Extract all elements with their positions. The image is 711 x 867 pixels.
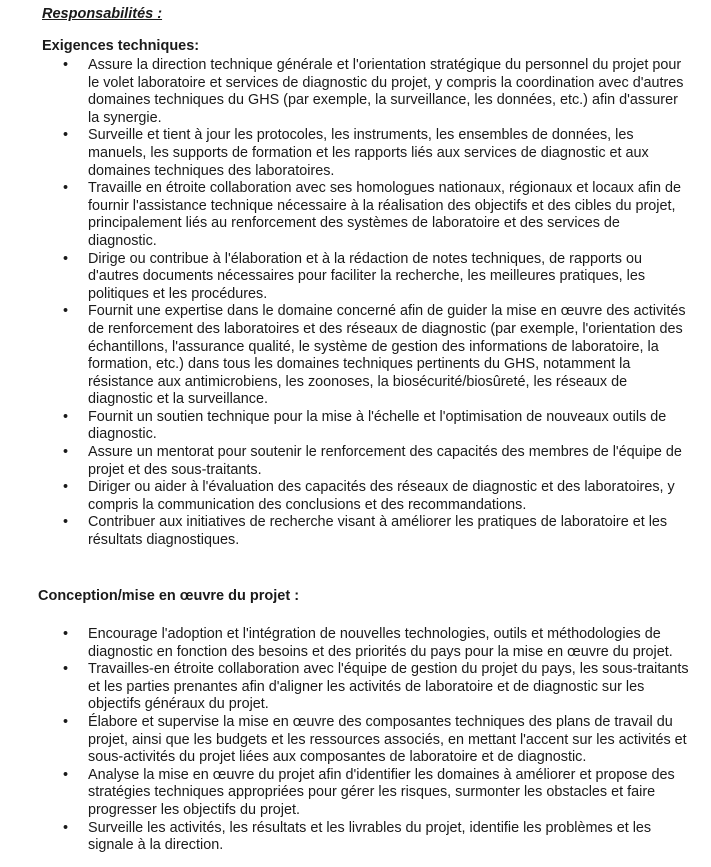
bullet-icon: • bbox=[63, 713, 69, 730]
bullet-icon: • bbox=[63, 766, 69, 783]
list-item bbox=[60, 626, 692, 661]
list-item bbox=[60, 251, 692, 304]
bullet-icon: • bbox=[63, 57, 69, 73]
technical-requirements-list bbox=[60, 57, 692, 550]
list-item bbox=[60, 409, 692, 444]
list-item bbox=[60, 820, 692, 855]
list-item bbox=[60, 444, 692, 479]
bullet-icon: • bbox=[63, 661, 69, 678]
bullet-icon: • bbox=[63, 514, 69, 531]
list-item-text: Travailles-en étroite collaboration avec l'équipe de gestion du projet du pays, les sous-traitants et les parties prenantes afin d'aligner les activités de laboratoire et de diagnostic sur les objectifs généraux du projet. bbox=[88, 661, 689, 713]
list-item bbox=[60, 479, 692, 514]
list-item bbox=[60, 714, 692, 767]
bullet-icon: • bbox=[63, 127, 69, 144]
list-item bbox=[60, 303, 692, 409]
list-item-text: Diriger ou aider à l'évaluation des capacités des réseaux de diagnostic et des laboratoires, y compris la communication des conclusions et des recommandations. bbox=[88, 479, 675, 513]
bullet-icon: • bbox=[63, 626, 69, 642]
list-item bbox=[60, 514, 692, 549]
list-item bbox=[60, 767, 692, 820]
bullet-icon: • bbox=[63, 444, 69, 461]
list-item-text: Dirige ou contribue à l'élaboration et à la rédaction de notes techniques, de rapports ou d'autres documents nécessaires pour faciliter la recherche, les meilleures pratiques, les politiques et les procédures. bbox=[88, 250, 646, 302]
list-item-text: Fournit un soutien technique pour la mise à l'échelle et l'optimisation de nouveaux outils de diagnostic. bbox=[88, 408, 667, 443]
section-heading-technical-requirements: Exigences techniques: bbox=[42, 38, 200, 54]
list-item-text: Surveille et tient à jour les protocoles, les instruments, les ensembles de données, les manuels, les supports de formation et les rapports liés aux services de diagnostic et aux domaines techniques des laboratoires. bbox=[88, 127, 649, 179]
list-item bbox=[60, 57, 692, 127]
list-item-text: Élabore et supervise la mise en œuvre des composantes techniques des plans de travail du projet, ainsi que les budgets et les ressources associés, en mettant l'accent sur les activités et sous-activités du projet liées aux composantes de laboratoire et de diagnostic. bbox=[88, 713, 687, 766]
bullet-icon: • bbox=[63, 180, 69, 197]
list-item bbox=[60, 661, 692, 714]
list-item-text: Analyse la mise en œuvre du projet afin d'identifier les domaines à améliorer et propose des stratégies techniques appropriées pour gérer les risques, surmonter les obstacles et faire progresser les objectifs du projet. bbox=[88, 766, 675, 818]
list-item bbox=[60, 180, 692, 250]
bullet-icon: • bbox=[63, 408, 69, 425]
bullet-icon: • bbox=[63, 479, 69, 496]
document-title: Responsabilités : bbox=[42, 6, 163, 22]
project-design-list bbox=[60, 626, 692, 855]
list-item-text: Travaille en étroite collaboration avec ses homologues nationaux, régionaux et locaux afin de fournir l'assistance technique nécessaire à la réalisation des objectifs et des cibles du projet, principalement liés au renforcement des systèmes de laboratoire et des services de diagnostic. bbox=[88, 180, 682, 249]
list-item bbox=[60, 127, 692, 180]
list-item-text: Surveille les activités, les résultats et les livrables du projet, identifie les problèmes et les signale à la direction. bbox=[88, 819, 652, 854]
section-heading-project-design: Conception/mise en œuvre du projet : bbox=[38, 588, 300, 604]
bullet-icon: • bbox=[63, 303, 69, 320]
list-item-text: Encourage l'adoption et l'intégration de nouvelles technologies, outils et méthodologies de diagnostic en fonction des besoins et des priorités du pays pour la mise en œuvre du projet. bbox=[88, 626, 673, 660]
list-item-text: Contribuer aux initiatives de recherche visant à améliorer les pratiques de laboratoire et les résultats diagnostiques. bbox=[88, 514, 668, 549]
list-item-text: Assure la direction technique générale et l'orientation stratégique du personnel du projet pour le volet laboratoire et services de diagnostic du projet, y compris la coordination avec d'autres domaines techniques du GHS (par exemple, la surveillance, les données, etc.) afin d'assurer la synergie. bbox=[88, 57, 684, 126]
bullet-icon: • bbox=[63, 250, 69, 267]
list-item-text: Assure un mentorat pour soutenir le renforcement des capacités des membres de l'équipe de projet et des sous-traitants. bbox=[88, 444, 682, 478]
bullet-icon: • bbox=[63, 819, 69, 836]
list-item-text: Fournit une expertise dans le domaine concerné afin de guider la mise en œuvre des activités de renforcement des laboratoires et des réseaux de diagnostic (par exemple, l'orientation des échantillons, l'assurance qualité, le système de gestion des informations de laboratoire, la formation, etc.) dans tous les domaines techniques pertinents du GHS, notamment la résistance aux antimicrobiens, les zoonoses, la biosécurité/biosûreté, les réseaux de diagnostic et la surveillance. bbox=[88, 303, 686, 408]
